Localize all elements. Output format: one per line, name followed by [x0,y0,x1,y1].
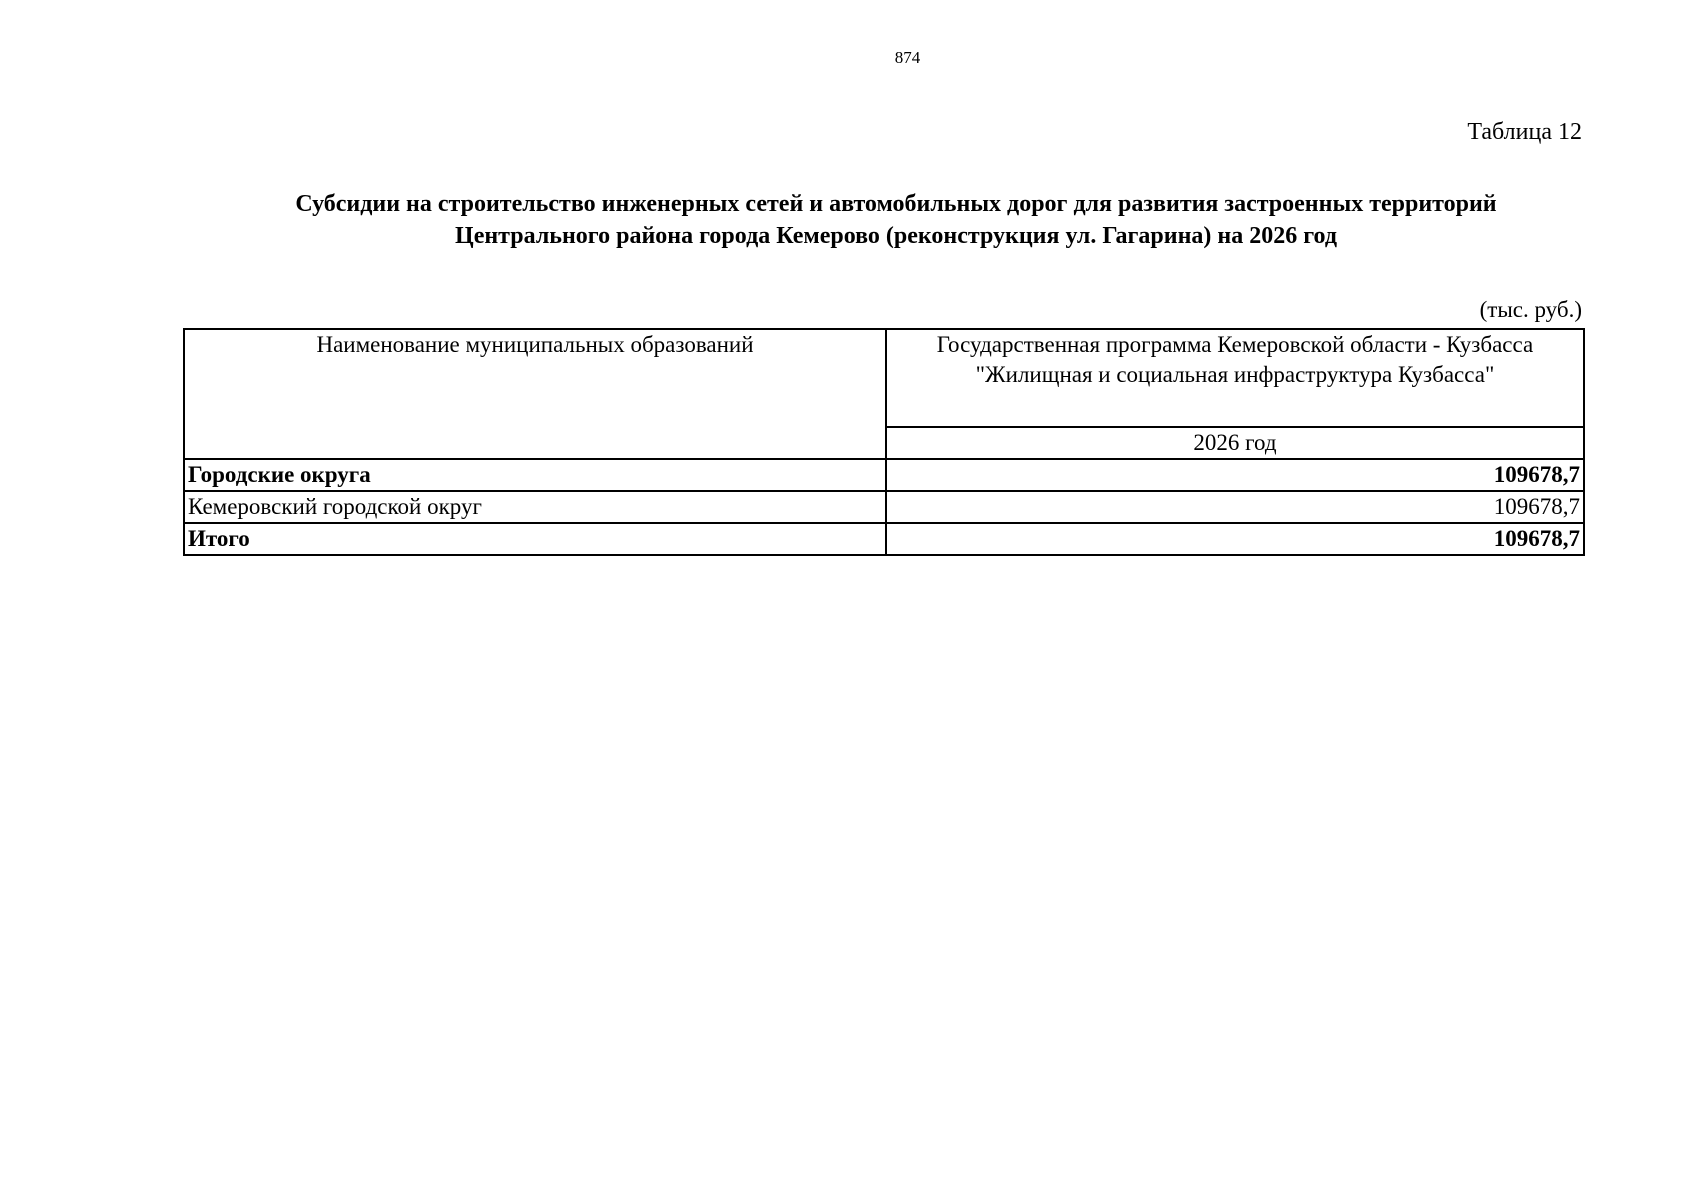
subsidies-table [183,328,1585,556]
header-program-line-2: "Жилищная и социальная инфраструктура Кузбасса" [975,362,1495,387]
page-number: 874 [894,48,921,67]
table-row [184,523,1584,555]
table-row [184,491,1584,523]
header-program-line-1: Государственная программа Кемеровской области - Кузбасса [936,332,1534,357]
table-header-row [184,329,1584,427]
row-value-kemerovo-district: 109678,7 [886,491,1584,523]
row-label-total: Итого [184,523,886,555]
title-line-1: Субсидии на строительство инженерных сетей и автомобильных дорог для развития застроенных территорий [295,191,1497,217]
table-label: Таблица 12 [1467,119,1582,145]
header-year: 2026 год [886,427,1584,459]
document-title [0,188,1697,252]
title-line-2: Центрального района города Кемерово (реконструкция ул. Гагарина) на 2026 год [455,223,1337,249]
row-label-kemerovo-district: Кемеровский городской округ [184,491,886,523]
units-label: (тыс. руб.) [1479,297,1582,322]
header-name-column: Наименование муниципальных образований [184,329,886,459]
row-value-city-districts: 109678,7 [886,459,1584,491]
row-value-total: 109678,7 [886,523,1584,555]
header-program-column [886,329,1584,427]
row-label-city-districts: Городские округа [184,459,886,491]
table-row [184,459,1584,491]
